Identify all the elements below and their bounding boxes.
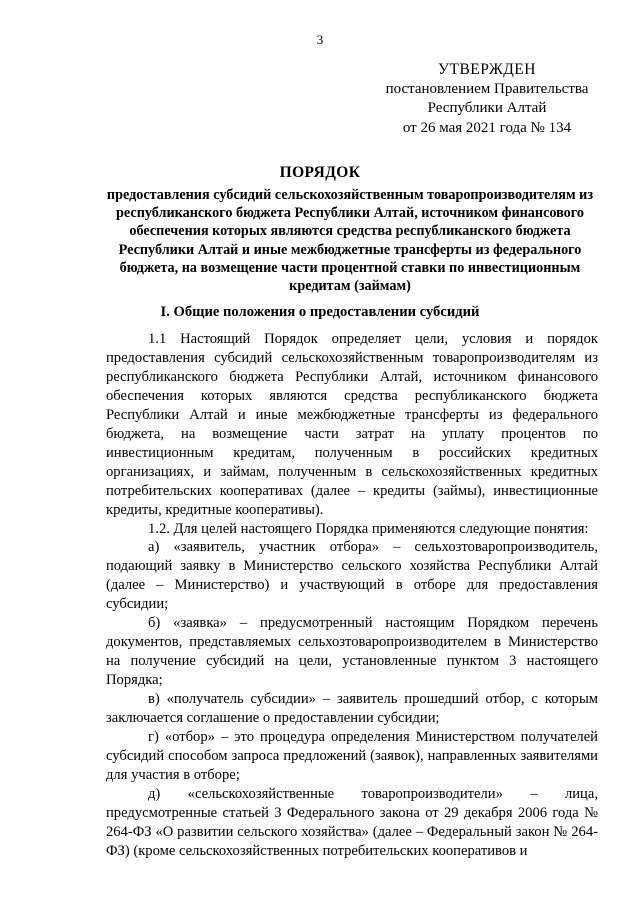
paragraph-a: а) «заявитель, участник отбора» – сельхозтоваропроизводитель, подающий заявку в Министерство сельского хозяйства Республики Алтай (далее – Министерство) и участвующий в отборе для предоставления субсидии;: [106, 539, 598, 613]
paragraph-d: д) «сельскохозяйственные товаропроизводители» – лица, предусмотренные статьей 3 Федерального закона от 29 декабря 2006 года № 264-ФЗ «О развитии сельского хозяйства» (далее – Федеральный закон № 264-ФЗ) (кроме сельскохозяйственных потребительских кооперативов и: [106, 785, 598, 859]
paragraph-b: б) «заявка» – предусмотренный настоящим Порядком перечень документов, представляемых сельхозтоваропроизводителем в Министерство на получение субсидий на цели, установленные пунктом 3 настоящего Порядка;: [106, 615, 598, 689]
paragraph-1-1: 1.1 Настоящий Порядок определяет цели, условия и порядок предоставления субсидий сельскохозяйственным товаропроизводителям из республиканского бюджета Республики Алтай, источником финансового обеспечения которых являются средства республиканского бюджета Республики Алтай и иные межбюджетные трансферты из федерального бюджета, на возмещение части затрат на уплату процентов по инвестиционным кредитам, полученным в российских кредитных организациях, и займам, полученным в сельскохозяйственных кредитных потребительских кооперативах (далее – кредиты (займы), инвестиционные кредиты, кредитные кооперативы).: [106, 331, 598, 518]
approval-heading: УТВЕРЖДЕН: [438, 61, 536, 78]
paragraph-1-2: 1.2. Для целей настоящего Порядка применяются следующие понятия:: [148, 520, 589, 537]
approval-stamp: [374, 60, 600, 138]
approval-line-1: постановлением Правительства: [385, 80, 589, 97]
paragraph-v: в) «получатель субсидии» – заявитель прошедший отбор, с которым заключается соглашение о предоставлении субсидии;: [106, 691, 598, 727]
body-text: [106, 330, 598, 861]
section-heading: I. Общие положения о предоставлении субсидий: [160, 304, 480, 320]
paragraph-g: г) «отбор» – это процедура определения Министерством получателей субсидий способом запроса предложений (заявок), направленных заявителями для участия в отборе;: [106, 729, 598, 783]
approval-line-2: Республики Алтай: [427, 100, 547, 116]
approval-line-3: от 26 мая 2021 года № 134: [402, 119, 572, 136]
document-title: ПОРЯДОК: [279, 164, 361, 181]
page-number: 3: [316, 32, 324, 47]
document-subtitle: предоставления субсидий сельскохозяйственным товаропроизводителям из республиканского бюджета Республики Алтай, источником финансового обеспечения которых являются средства республиканского бюджета Республики Алтай и иные межбюджетные трансферты из федерального бюджета, на возмещение части процентной ставки по инвестиционным кредитам (займам): [106, 187, 594, 295]
